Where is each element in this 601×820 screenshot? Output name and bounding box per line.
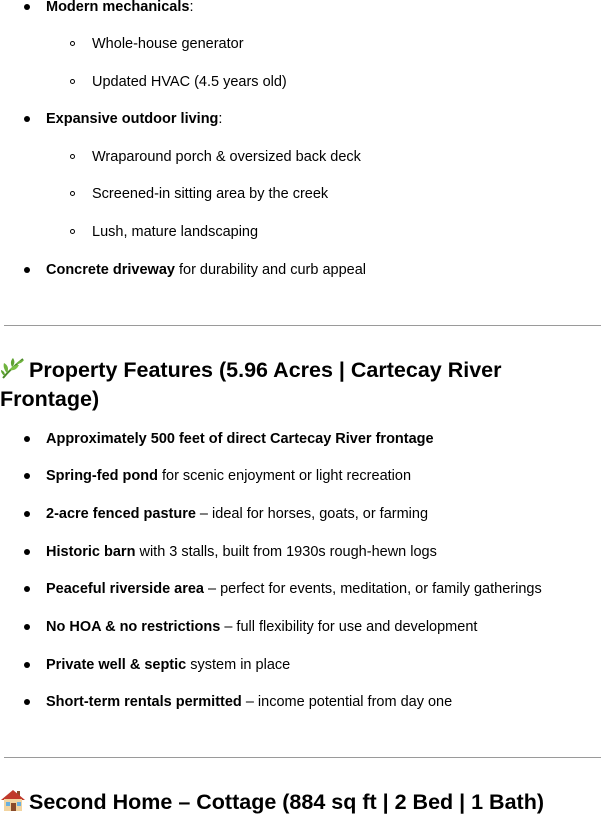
property-item-rest: with 3 stalls, built from 1930s rough-hewn logs bbox=[135, 544, 437, 560]
bullet-dot bbox=[24, 549, 30, 555]
property-item-rest: system in place bbox=[186, 657, 291, 673]
bullet-dot bbox=[24, 4, 30, 10]
property-item-bold: Spring-fed pond bbox=[46, 468, 158, 484]
sub-bullet-circle bbox=[70, 191, 75, 196]
outdoor-subitem: Lush, mature landscaping bbox=[92, 224, 259, 240]
bullet-dot bbox=[24, 511, 30, 517]
property-item-rest: – ideal for horses, goats, or farming bbox=[195, 506, 429, 522]
property-item bbox=[46, 467, 411, 485]
property-item-bold: 2-acre fenced pasture bbox=[46, 506, 196, 522]
house-icon bbox=[0, 788, 26, 812]
bullet-dot bbox=[24, 699, 30, 705]
mechanicals-subitem: Updated HVAC (4.5 years old) bbox=[92, 74, 287, 90]
property-item-rest: – perfect for events, meditation, or family gatherings bbox=[204, 581, 542, 597]
property-item bbox=[46, 618, 477, 636]
outdoor-suffix: : bbox=[218, 111, 223, 127]
property-item-rest: for scenic enjoyment or light recreation bbox=[157, 468, 412, 484]
property-item-rest: – income potential from day one bbox=[241, 694, 453, 710]
property-heading-line1: Property Features (5.96 Acres | Cartecay River bbox=[29, 358, 502, 382]
bullet-dot bbox=[24, 473, 30, 479]
property-item bbox=[46, 543, 437, 561]
property-item-bold: Historic barn bbox=[46, 544, 136, 560]
property-item bbox=[46, 580, 542, 598]
sub-bullet-circle bbox=[70, 41, 75, 46]
bullet-dot bbox=[24, 267, 30, 273]
property-item-bold: Peaceful riverside area bbox=[46, 581, 204, 597]
sub-bullet-circle bbox=[70, 154, 75, 159]
second-home-heading-text: Second Home – Cottage (884 sq ft | 2 Bed | 1 Bath) bbox=[29, 790, 544, 814]
section-divider bbox=[4, 325, 601, 326]
property-item bbox=[46, 430, 434, 448]
outdoor-item bbox=[46, 110, 222, 128]
section-divider bbox=[4, 757, 601, 758]
property-item-rest: – full flexibility for use and development bbox=[220, 619, 478, 635]
sub-bullet-circle bbox=[70, 79, 75, 84]
property-heading-line2: Frontage) bbox=[0, 387, 100, 411]
second-home-heading bbox=[0, 787, 544, 817]
bullet-dot bbox=[24, 662, 30, 668]
bullet-dot bbox=[24, 116, 30, 122]
mechanicals-label: Modern mechanicals bbox=[46, 0, 190, 15]
sub-bullet-circle bbox=[70, 229, 75, 234]
mechanicals-item bbox=[46, 0, 193, 16]
property-item bbox=[46, 693, 452, 711]
bullet-dot bbox=[24, 624, 30, 630]
herb-icon bbox=[0, 356, 26, 380]
driveway-label: Concrete driveway bbox=[46, 262, 175, 278]
driveway-rest: for durability and curb appeal bbox=[174, 262, 366, 278]
bullet-dot bbox=[24, 586, 30, 592]
driveway-item bbox=[46, 261, 366, 279]
outdoor-subitem: Screened-in sitting area by the creek bbox=[92, 186, 329, 202]
mechanicals-suffix: : bbox=[189, 0, 194, 15]
outdoor-label: Expansive outdoor living bbox=[46, 111, 219, 127]
property-item-bold: Approximately 500 feet of direct Cartecay River frontage bbox=[46, 431, 434, 447]
mechanicals-subitem: Whole-house generator bbox=[92, 36, 244, 52]
property-item-bold: No HOA & no restrictions bbox=[46, 619, 221, 635]
property-heading bbox=[0, 355, 502, 385]
bullet-dot bbox=[24, 436, 30, 442]
property-item-bold: Private well & septic bbox=[46, 657, 187, 673]
property-item bbox=[46, 656, 290, 674]
outdoor-subitem: Wraparound porch & oversized back deck bbox=[92, 149, 361, 165]
property-item-bold: Short-term rentals permitted bbox=[46, 694, 242, 710]
property-item bbox=[46, 505, 428, 523]
